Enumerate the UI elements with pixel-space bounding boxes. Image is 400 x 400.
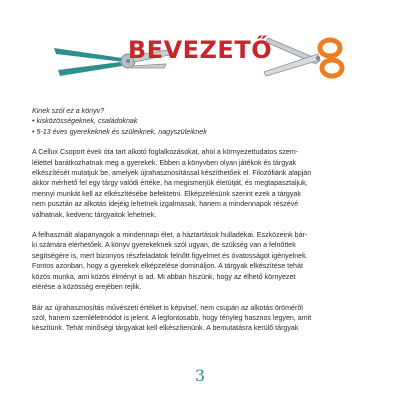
paragraph-line: válhatnak, kedvenc tárgyaitok lehetnek. bbox=[32, 210, 157, 219]
scissors-icon bbox=[258, 30, 346, 80]
intro-question: Kinek szól ez a könyv? bbox=[32, 107, 105, 115]
page-content bbox=[32, 106, 372, 334]
paragraph-line: Bár az újrahasznosítás művészeti értéket is képvisel, nem csupán az alkotás örömérõl bbox=[32, 303, 303, 312]
paragraph-line: mennyi munkát kell az elkészítésébe befektetni. Elképzelésünk szerint ezek a tárgyak bbox=[32, 189, 301, 198]
audience-item: • kisközösségeknek, családoknak bbox=[32, 117, 138, 126]
paragraph-line: Fontos azonban, hogy a gyerekek elképzelése domináljon. A tárgyak elkészítése tehát bbox=[32, 262, 303, 271]
paragraph-line: készítünk. Tehát minőségi tárgyakat kell elkészítenünk. A bemutatásra kerülő tárgyak bbox=[32, 324, 299, 333]
paragraph-line: ki számára elérhetőek. A könyv gyerekeknek szól ugyan, de szükség van a felnőttek bbox=[32, 241, 296, 250]
intro-block bbox=[32, 106, 372, 137]
paragraph-line: elkészítését mutatjuk be, amelyek újrahasznosítással készíthetőek el. Filozófiánk alapján bbox=[32, 169, 312, 178]
paragraph bbox=[32, 303, 372, 334]
page-number: 3 bbox=[194, 366, 206, 385]
page-header bbox=[0, 0, 400, 100]
page-title: BEVEZETŐ bbox=[127, 36, 273, 64]
paragraph-line: A felhasznált alapanyagok a mindennapi élet, a háztartások hulladékai. Eszközeink bár- bbox=[32, 231, 308, 240]
paragraph-line: lélettel barátkozhatnak meg a gyerekek. Ebben a könyvben olyan játékok és tárgyak bbox=[32, 158, 297, 167]
audience-item: • 5-13 éves gyerekeknek és szüleiknek, nagyszüleiknek bbox=[32, 127, 207, 136]
paragraph-line: nem pusztán az alkotás idejéig lehetnek izgalmasak, hanem a mindennapok részévé bbox=[32, 200, 299, 209]
paragraph-line: akkor mérhető fel egy tárgy valódi értéke, ha megismerjük életútját, és megtapasztaljuk, bbox=[32, 179, 308, 188]
paragraph bbox=[32, 147, 372, 220]
paragraph-line: segítségére is, mert bizonyos részfeladatok felnőtt figyelmet és óvatosságot igényelnek. bbox=[32, 251, 308, 260]
paragraph-line: elérése a közösség erejében rejlik. bbox=[32, 283, 142, 292]
paragraph bbox=[32, 230, 372, 292]
paragraph-line: közös munka, ami közös élményt is ad. Mi abban hiszünk, hogy az élhető környezet bbox=[32, 272, 296, 281]
paragraph-line: A Cellux Csoport évek óta tart alkotó foglalkozásokat, ahol a környezettudatos szem- bbox=[32, 148, 299, 157]
paragraph-line: szól, hanem szemléletmódot is jelent. A legfontosabb, hogy tényleg hasznos legyen, amit bbox=[32, 313, 312, 322]
